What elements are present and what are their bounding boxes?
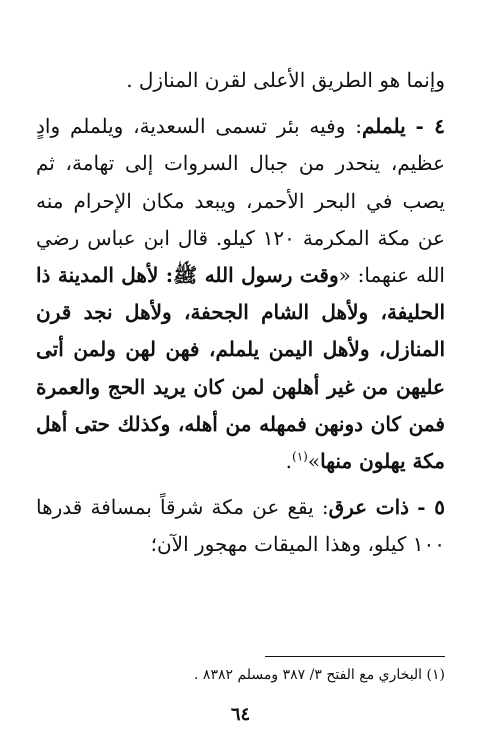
- item-heading: يلملم: [361, 114, 406, 139]
- page-number: ٦٤: [230, 704, 251, 725]
- footnote-reference: (١): [292, 449, 308, 464]
- footnote-text: (١) البخاري مع الفتح ٣/ ٣٨٧ ومسلم ٨٣٨٢ .: [194, 667, 445, 683]
- paragraph-text: : وفيه بئر تسمى السعدية، ويلملم وادٍ عظيم، ينحدر من جبال السروات إلى تهامة، ثم يصب في البحر الأحمر، ويبعد مكان الإحرام منه عن مكة المكرمة ١٢٠ كيلو. قال ابن عباس رضي الله عنهما: «: [36, 114, 445, 288]
- paragraph-end: .: [285, 449, 293, 474]
- paragraph-dhat-irq: [36, 489, 445, 563]
- paragraph-yalamlam: [36, 108, 445, 480]
- quote-close: »: [307, 449, 321, 474]
- item-number: ٥ -: [417, 495, 445, 520]
- item-heading: ذات عرق: [328, 495, 410, 520]
- footnote: [36, 664, 445, 686]
- paragraph-qarn-al-manazil: [36, 62, 445, 99]
- hadith-quote: وقت رسول الله ﷺ: لأهل المدينة ذا الحليفة، ولأهل الشام الجحفة، ولأهل نجد قرن المنازل، ولأهل اليمن يلملم، فهن لهن ولمن أتى عليهن من غير أهلهن لمن كان يريد الحج والعمرة فمن كان دونهن فمهله من أهله، وكذلك حتى أهل مكة يهلون منها: [36, 263, 445, 474]
- paragraph-text: وإنما هو الطريق الأعلى لقرن المنازل .: [126, 68, 445, 92]
- footnote-divider: [265, 656, 445, 657]
- item-number: ٤ -: [415, 114, 446, 139]
- paragraph-text: : يقع عن مكة شرقاً بمسافة قدرها ١٠٠ كيلو، وهذا الميقات مهجور الآن؛: [36, 495, 445, 557]
